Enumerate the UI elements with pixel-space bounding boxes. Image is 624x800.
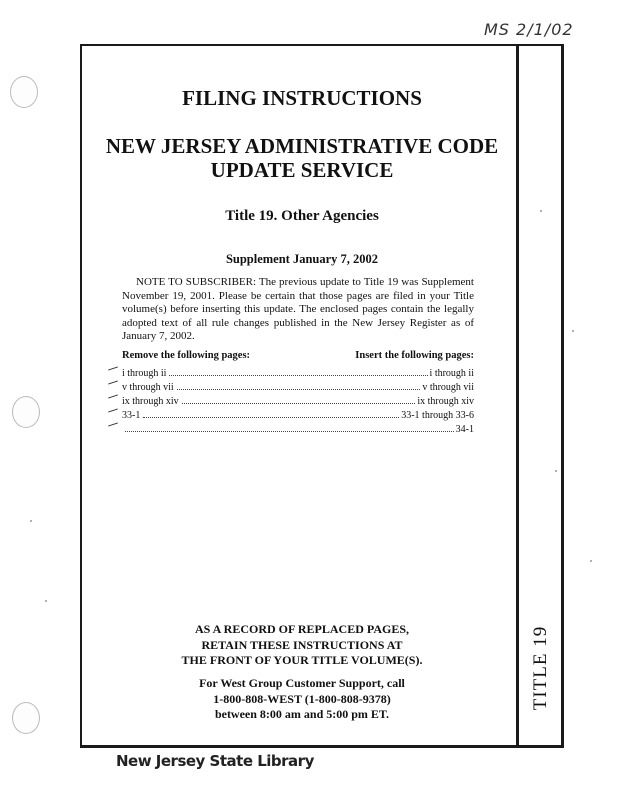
scan-speck — [540, 210, 542, 212]
insert-pages: v through vii — [422, 382, 474, 393]
insert-heading: Insert the following pages: — [355, 350, 474, 361]
insert-pages: 34-1 — [455, 424, 474, 435]
remove-pages: ix through xiv — [122, 396, 179, 407]
binder-hole-icon — [12, 702, 40, 734]
title-number: Title 19. Other Agencies — [225, 208, 379, 224]
code-title-line1: NEW JERSEY ADMINISTRATIVE CODE — [105, 134, 499, 158]
table-row — [122, 393, 474, 407]
dot-leader — [177, 389, 421, 390]
scan-speck — [572, 330, 574, 332]
binder-hole-icon — [10, 76, 38, 108]
supplement-date: Supplement January 7, 2002 — [225, 252, 379, 266]
scan-speck — [590, 560, 592, 562]
dot-leader — [182, 403, 416, 404]
support-hours: between 8:00 am and 5:00 pm ET. — [214, 707, 390, 721]
code-title — [90, 134, 514, 182]
retain-instructions — [90, 622, 514, 669]
retain-line: AS A RECORD OF REPLACED PAGES, — [194, 622, 410, 636]
remove-pages: v through vii — [122, 382, 174, 393]
handwritten-note: MS 2/1/02 — [484, 20, 574, 39]
library-stamp: New Jersey State Library — [116, 752, 314, 770]
table-row — [122, 407, 474, 421]
subscriber-note: NOTE TO SUBSCRIBER: The previous update to Title 19 was Supplement November 19, 2001. Please be certain that those pages are filed in your Title volume(s) before inserting this update. The enclosed pages contain the legally adopted text of all rule changes published in the New Jersey Register as of January 7, 2002. — [122, 276, 474, 343]
replacement-table — [122, 365, 474, 435]
binder-hole-icon — [12, 396, 40, 428]
scan-speck — [30, 520, 32, 522]
support-phone: 1-800-808-WEST (1-800-808-9378) — [213, 691, 391, 706]
dot-leader — [169, 375, 427, 376]
dot-leader — [143, 417, 399, 418]
insert-pages: 33-1 through 33-6 — [401, 410, 474, 421]
scan-speck — [45, 600, 47, 602]
retain-line: RETAIN THESE INSTRUCTIONS AT — [201, 637, 403, 652]
table-row — [122, 421, 474, 435]
tab-label: TITLE 19 — [530, 625, 551, 711]
replacement-headings — [122, 350, 474, 361]
insert-pages: i through ii — [429, 368, 474, 379]
dot-leader — [125, 431, 454, 432]
table-row — [122, 365, 474, 379]
retain-line: THE FRONT OF YOUR TITLE VOLUME(S). — [181, 653, 423, 667]
remove-heading: Remove the following pages: — [122, 350, 251, 361]
insert-pages: ix through xiv — [417, 396, 474, 407]
tab-divider — [516, 44, 519, 748]
code-title-line2: UPDATE SERVICE — [210, 158, 394, 182]
customer-support — [90, 676, 514, 723]
scan-speck — [555, 470, 557, 472]
remove-pages: 33-1 — [122, 410, 141, 421]
page-title: FILING INSTRUCTIONS — [182, 86, 422, 110]
remove-pages: i through ii — [122, 368, 167, 379]
table-row — [122, 379, 474, 393]
support-line: For West Group Customer Support, call — [199, 676, 405, 690]
